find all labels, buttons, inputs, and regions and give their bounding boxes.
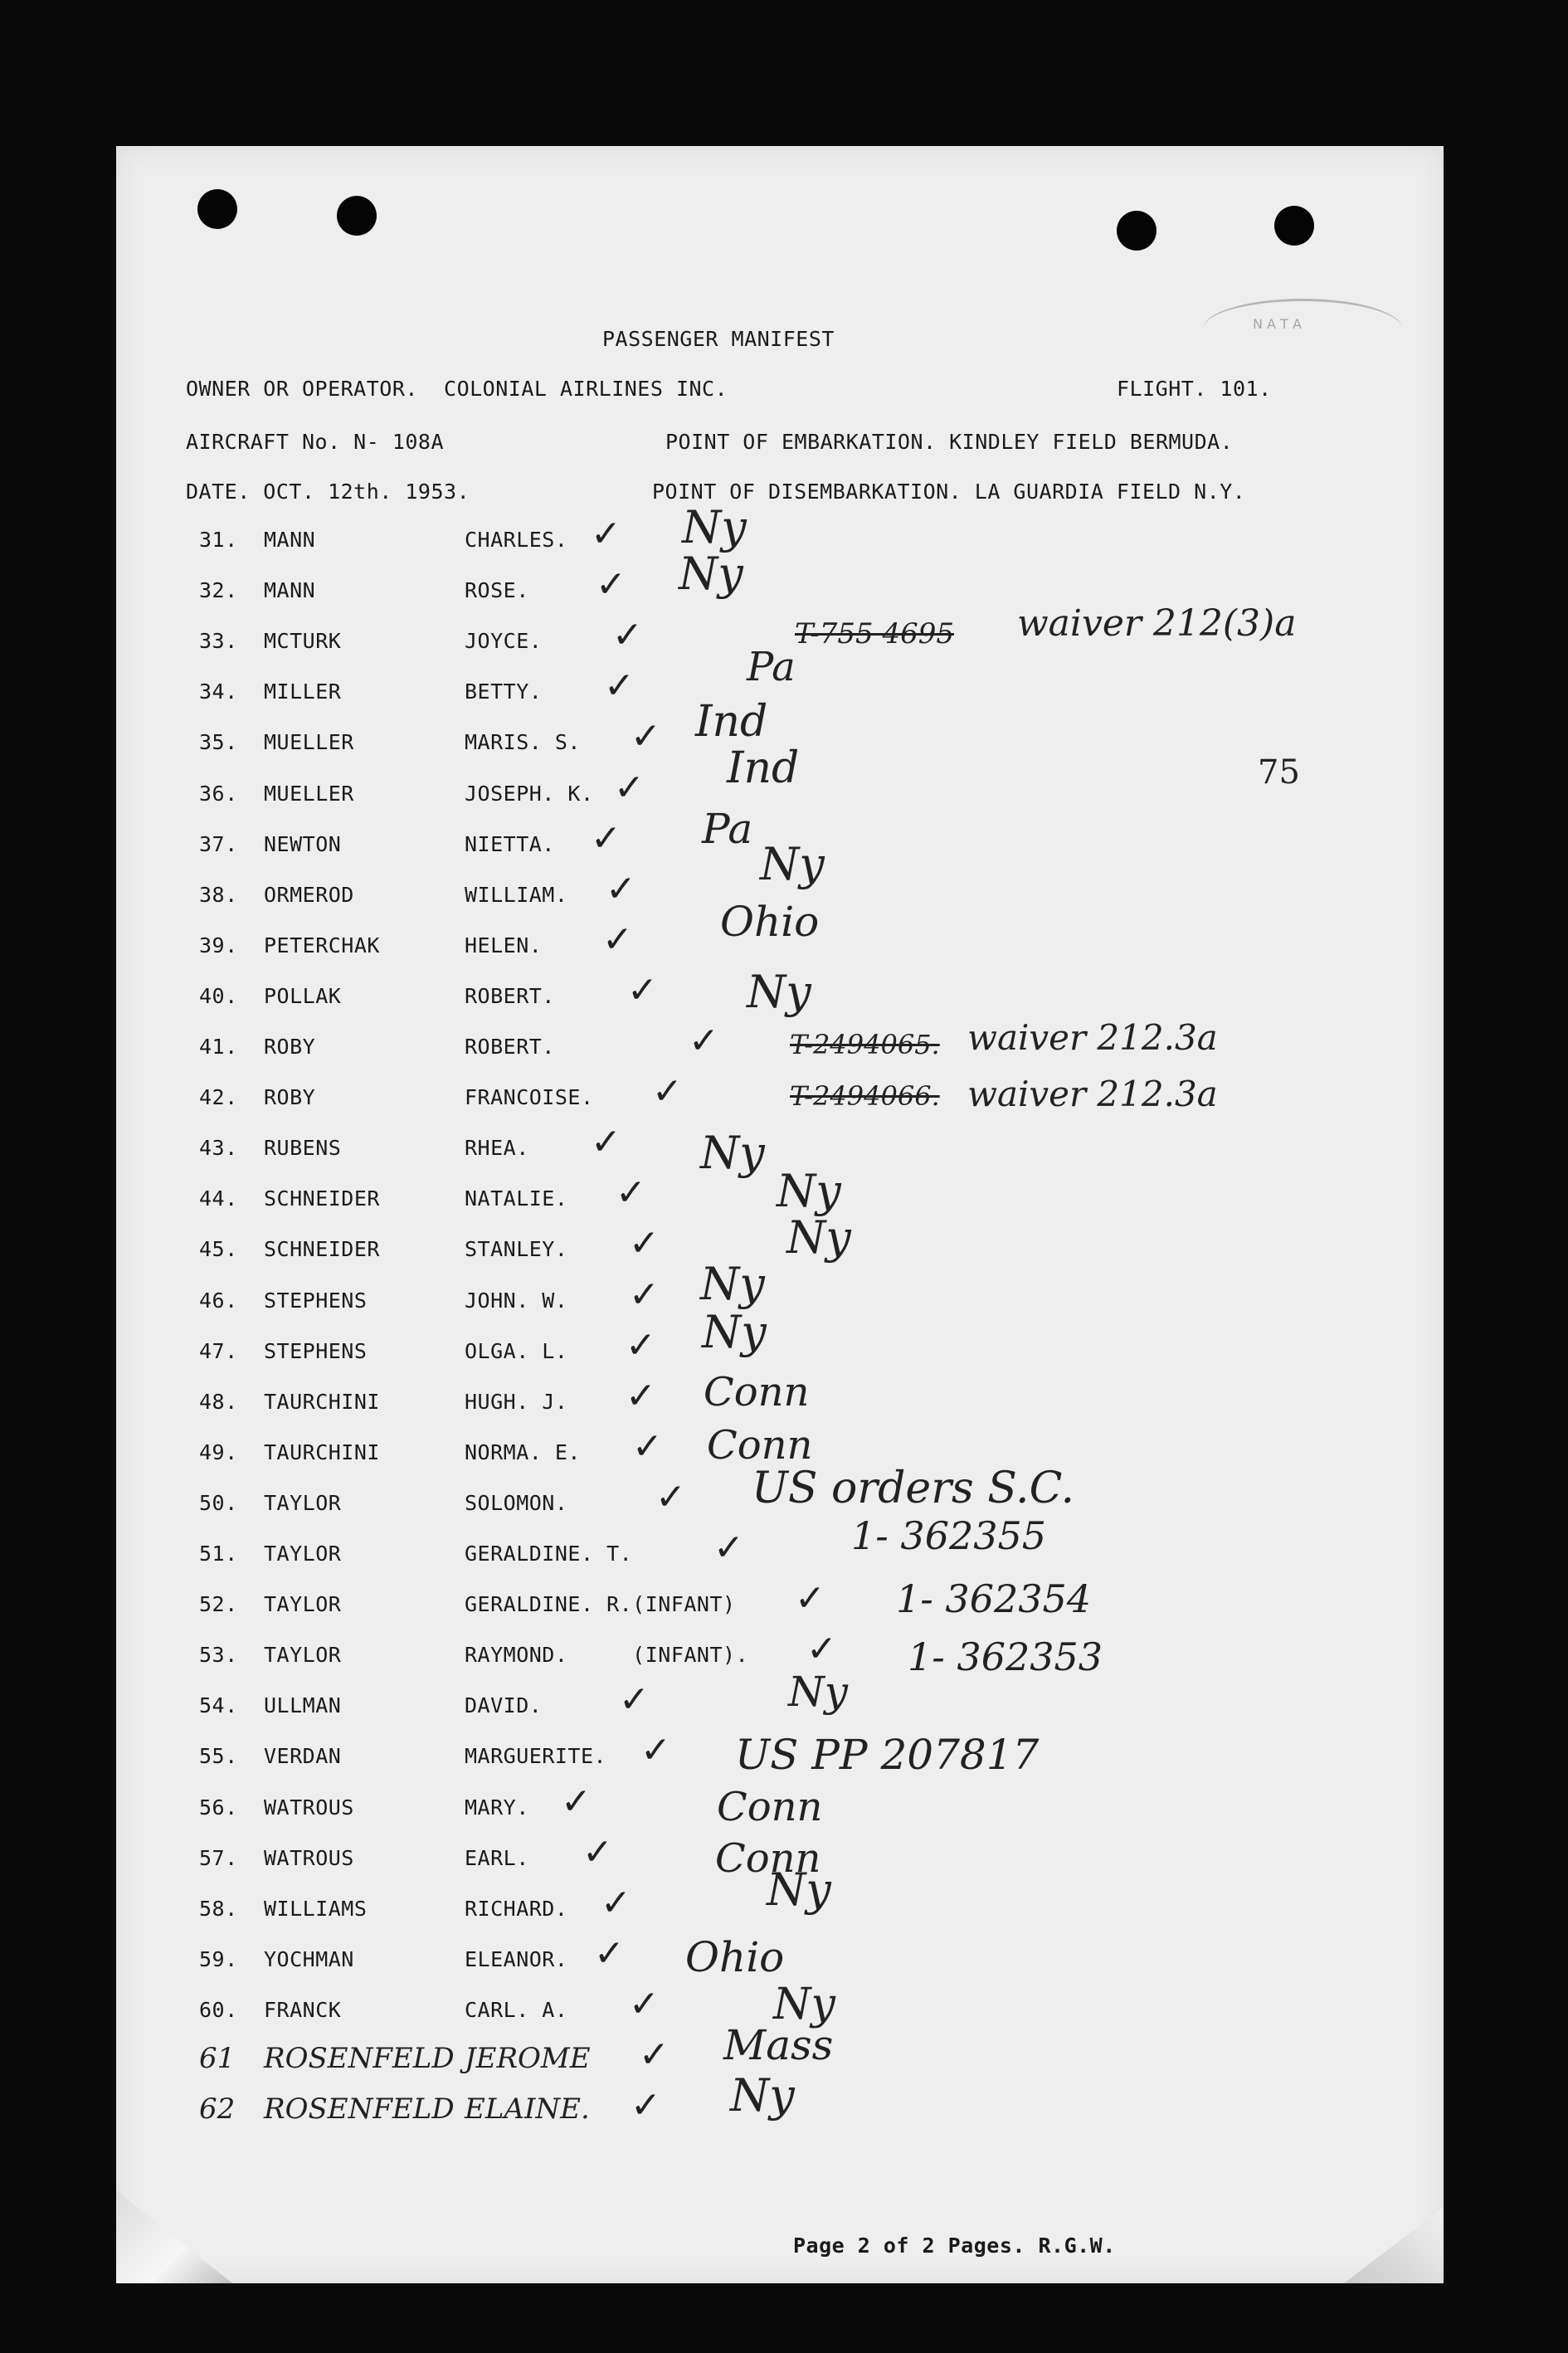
passenger-number: 60.: [199, 1998, 238, 2022]
passenger-given-name: RICHARD.: [465, 1897, 568, 1921]
passenger-number: 37.: [199, 832, 238, 856]
passenger-surname: MANN: [264, 528, 316, 552]
passenger-number: 45.: [199, 1237, 238, 1261]
passenger-surname: MUELLER: [264, 730, 354, 754]
passenger-number: 40.: [199, 984, 238, 1008]
checkmark-icon: ✓: [713, 1527, 744, 1569]
handwritten-passport: US PP 207817: [735, 1731, 1040, 1779]
passenger-given-name: MARIS. S.: [465, 730, 581, 754]
checkmark-icon: ✓: [655, 1476, 686, 1518]
checkmark-icon: ✓: [596, 563, 626, 606]
handwritten-note: Ny: [700, 1258, 765, 1310]
passenger-surname: ROBY: [264, 1085, 316, 1109]
passenger-number: 41.: [199, 1035, 238, 1059]
handwritten-id: 1- 362354: [896, 1576, 1092, 1621]
passenger-surname: TAURCHINI: [264, 1390, 380, 1414]
handwritten-waiver: waiver 212.3a: [967, 1074, 1218, 1114]
handwritten-id: 1- 362355: [851, 1513, 1047, 1558]
passenger-number: 58.: [199, 1897, 238, 1921]
passenger-surname: POLLAK: [264, 984, 342, 1008]
passenger-surname: TAURCHINI: [264, 1440, 380, 1464]
flight-number: FLIGHT. 101.: [1117, 377, 1272, 401]
passenger-surname: RUBENS: [264, 1136, 342, 1160]
passenger-given-name: JEROME: [465, 2042, 591, 2075]
passenger-number: 48.: [199, 1390, 238, 1414]
passenger-given-name: NIETTA.: [465, 832, 555, 856]
passenger-number: 54.: [199, 1693, 238, 1717]
handwritten-note: Ny: [786, 1211, 851, 1264]
passenger-number: 51.: [199, 1542, 238, 1566]
passenger-given-name: RAYMOND. (INFANT).: [465, 1643, 749, 1667]
passenger-surname: MUELLER: [264, 782, 354, 806]
handwritten-note: Ny: [682, 501, 747, 553]
checkmark-icon: ✓: [626, 1375, 656, 1417]
passenger-number: 57.: [199, 1846, 238, 1870]
handwritten-note: Pa: [702, 805, 753, 853]
checkmark-icon: ✓: [639, 2034, 670, 2076]
passenger-surname: SCHNEIDER: [264, 1186, 380, 1211]
passenger-given-name: ROBERT.: [465, 1035, 555, 1059]
handwritten-note: Ny: [679, 548, 743, 600]
handwritten-margin-note: 75: [1258, 753, 1300, 792]
checkmark-icon: ✓: [629, 1274, 660, 1316]
checkmark-icon: ✓: [616, 1172, 646, 1214]
checkmark-icon: ✓: [591, 1121, 621, 1163]
passenger-number: 31.: [199, 528, 238, 552]
passenger-number: 33.: [199, 629, 238, 653]
passenger-surname: MANN: [264, 578, 316, 602]
owner-operator: OWNER OR OPERATOR. COLONIAL AIRLINES INC.: [186, 377, 728, 401]
passenger-number: 53.: [199, 1643, 238, 1667]
passenger-given-name: MARGUERITE.: [465, 1744, 607, 1768]
passenger-number: 38.: [199, 883, 238, 907]
faint-stamp: N A T A: [1203, 299, 1402, 359]
handwritten-note: Conn: [715, 1835, 821, 1882]
handwritten-note: Ohio: [685, 1933, 785, 1981]
manifest-date: DATE. OCT. 12th. 1953.: [186, 480, 470, 504]
passenger-number: 35.: [199, 730, 238, 754]
passenger-given-name: GERALDINE. R.(INFANT): [465, 1592, 736, 1616]
aircraft-number: AIRCRAFT No. N- 108A: [186, 430, 445, 454]
checkmark-icon: ✓: [561, 1781, 592, 1823]
checkmark-icon: ✓: [795, 1577, 825, 1620]
handwritten-note: Ny: [702, 1306, 767, 1358]
passenger-given-name: STANLEY.: [465, 1237, 568, 1261]
checkmark-icon: ✓: [631, 715, 661, 758]
passenger-surname: WATROUS: [264, 1795, 354, 1820]
passenger-number: 32.: [199, 578, 238, 602]
passenger-given-name: DAVID.: [465, 1693, 543, 1717]
passenger-number: 61: [199, 2042, 236, 2075]
passenger-surname: MILLER: [264, 680, 342, 704]
passenger-surname: FRANCK: [264, 1998, 342, 2022]
passenger-given-name: RHEA.: [465, 1136, 529, 1160]
handwritten-note: Ny: [767, 1863, 831, 1916]
passenger-number: 52.: [199, 1592, 238, 1616]
passenger-surname: WATROUS: [264, 1846, 354, 1870]
passenger-given-name: GERALDINE. T.: [465, 1542, 633, 1566]
passenger-given-name: JOHN. W.: [465, 1289, 568, 1313]
handwritten-note: Conn: [704, 1369, 810, 1415]
passenger-given-name: WILLIAM.: [465, 883, 568, 907]
handwritten-note: Mass: [723, 2021, 834, 2069]
passenger-given-name: FRANCOISE.: [465, 1085, 594, 1109]
passenger-surname: TAYLOR: [264, 1542, 342, 1566]
checkmark-icon: ✓: [582, 1831, 613, 1873]
punch-hole: [337, 196, 377, 236]
passenger-given-name: ELAINE.: [465, 2092, 590, 2126]
passenger-number: 39.: [199, 933, 238, 957]
point-of-disembarkation: POINT OF DISEMBARKATION. LA GUARDIA FIELD N.Y.: [652, 480, 1246, 504]
passenger-surname: TAYLOR: [264, 1592, 342, 1616]
handwritten-note: Conn: [707, 1422, 813, 1469]
passenger-surname: MCTURK: [264, 629, 342, 653]
handwritten-us-orders: US orders S.C.: [752, 1464, 1075, 1513]
passenger-surname: TAYLOR: [264, 1643, 342, 1667]
checkmark-icon: ✓: [629, 1983, 660, 2025]
checkmark-icon: ✓: [632, 1425, 663, 1468]
point-of-embarkation: POINT OF EMBARKATION. KINDLEY FIELD BERMUDA.: [665, 430, 1234, 454]
passenger-number: 34.: [199, 680, 238, 704]
passenger-number: 47.: [199, 1339, 238, 1363]
passenger-number: 43.: [199, 1136, 238, 1160]
passenger-surname: ROSENFELD: [264, 2042, 455, 2075]
page-footer: Page 2 of 2 Pages. R.G.W.: [793, 2234, 1116, 2258]
checkmark-icon: ✓: [594, 1932, 625, 1975]
passenger-surname: WILLIAMS: [264, 1897, 368, 1921]
passenger-number: 49.: [199, 1440, 238, 1464]
passenger-surname: YOCHMAN: [264, 1947, 354, 1971]
passenger-given-name: BETTY.: [465, 680, 543, 704]
handwritten-waiver: waiver 212.3a: [967, 1017, 1218, 1058]
manifest-title: PASSENGER MANIFEST: [602, 327, 835, 351]
handwritten-note: Ind: [727, 743, 800, 793]
handwritten-note: Pa: [747, 644, 796, 690]
passenger-number: 59.: [199, 1947, 238, 1971]
passenger-given-name: JOYCE.: [465, 629, 543, 653]
passenger-number: 36.: [199, 782, 238, 806]
passenger-surname: TAYLOR: [264, 1491, 342, 1515]
passenger-given-name: MARY.: [465, 1795, 529, 1820]
passenger-number: 56.: [199, 1795, 238, 1820]
checkmark-icon: ✓: [614, 767, 645, 809]
handwritten-note: Ny: [777, 1165, 841, 1217]
handwritten-note: Conn: [717, 1784, 823, 1830]
checkmark-icon: ✓: [601, 1882, 631, 1924]
passenger-number: 46.: [199, 1289, 238, 1313]
handwritten-struck-number: T-2494065.: [790, 1029, 940, 1060]
handwritten-note: Ohio: [720, 898, 820, 946]
passenger-given-name: CARL. A.: [465, 1998, 568, 2022]
passenger-given-name: CHARLES.: [465, 528, 568, 552]
handwritten-waiver: waiver 212(3)a: [1017, 602, 1297, 645]
passenger-given-name: SOLOMON.: [465, 1491, 568, 1515]
handwritten-struck-number: T-755 4695: [795, 617, 955, 650]
checkmark-icon: ✓: [591, 513, 621, 555]
passenger-given-name: ELEANOR.: [465, 1947, 568, 1971]
handwritten-note: Ny: [773, 1980, 835, 2029]
handwritten-note: Ny: [788, 1668, 848, 1716]
passenger-given-name: HUGH. J.: [465, 1390, 568, 1414]
checkmark-icon: ✓: [627, 969, 658, 1011]
passenger-given-name: ROBERT.: [465, 984, 555, 1008]
checkmark-icon: ✓: [612, 614, 643, 656]
passenger-given-name: JOSEPH. K.: [465, 782, 594, 806]
passenger-number: 62: [199, 2092, 236, 2126]
punch-hole: [197, 189, 237, 229]
passenger-given-name: HELEN.: [465, 933, 543, 957]
checkmark-icon: ✓: [619, 1678, 650, 1721]
passenger-surname: VERDAN: [264, 1744, 342, 1768]
passenger-surname: ULLMAN: [264, 1693, 342, 1717]
handwritten-struck-number: T-2494066.: [790, 1080, 940, 1112]
checkmark-icon: ✓: [806, 1628, 837, 1670]
handwritten-note: Ny: [747, 966, 811, 1018]
checkmark-icon: ✓: [626, 1324, 656, 1366]
passenger-surname: ROSENFELD: [264, 2092, 455, 2126]
passenger-surname: PETERCHAK: [264, 933, 380, 957]
passenger-number: 44.: [199, 1186, 238, 1211]
checkmark-icon: ✓: [604, 665, 635, 707]
handwritten-note: Ind: [695, 697, 768, 747]
passenger-number: 42.: [199, 1085, 238, 1109]
passenger-surname: ROBY: [264, 1035, 316, 1059]
passenger-number: 55.: [199, 1744, 238, 1768]
checkmark-icon: ✓: [602, 918, 633, 961]
passenger-surname: SCHNEIDER: [264, 1237, 380, 1261]
passenger-number: 50.: [199, 1491, 238, 1515]
passenger-given-name: OLGA. L.: [465, 1339, 568, 1363]
checkmark-icon: ✓: [606, 868, 636, 910]
passenger-given-name: EARL.: [465, 1846, 529, 1870]
passenger-given-name: NORMA. E.: [465, 1440, 581, 1464]
checkmark-icon: ✓: [640, 1729, 671, 1771]
punch-hole: [1117, 211, 1157, 251]
checkmark-icon: ✓: [652, 1070, 683, 1113]
handwritten-id: 1- 362353: [908, 1634, 1103, 1679]
checkmark-icon: ✓: [689, 1020, 719, 1062]
passenger-given-name: NATALIE.: [465, 1186, 568, 1211]
passenger-given-name: ROSE.: [465, 578, 529, 602]
handwritten-note: Ny: [700, 1127, 765, 1179]
checkmark-icon: ✓: [591, 817, 621, 860]
handwritten-note: Ny: [730, 2069, 795, 2122]
passenger-surname: NEWTON: [264, 832, 342, 856]
punch-hole: [1274, 206, 1314, 246]
passenger-surname: STEPHENS: [264, 1339, 368, 1363]
checkmark-icon: ✓: [631, 2084, 661, 2126]
passenger-surname: STEPHENS: [264, 1289, 368, 1313]
handwritten-note: Ny: [760, 838, 825, 890]
checkmark-icon: ✓: [629, 1222, 660, 1264]
passenger-surname: ORMEROD: [264, 883, 354, 907]
